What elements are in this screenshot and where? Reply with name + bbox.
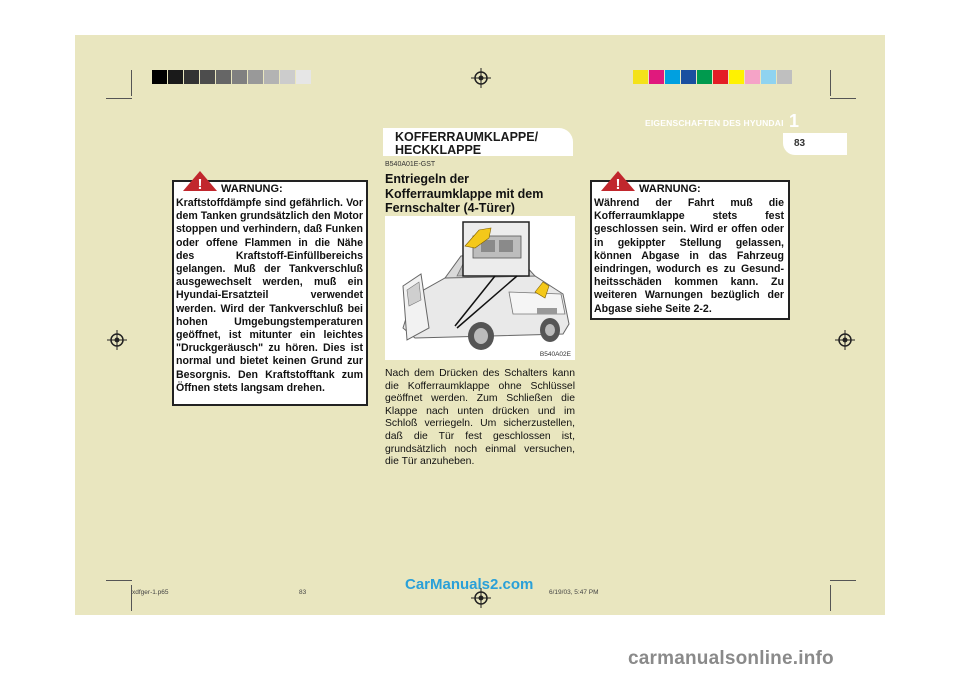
registration-mark-icon [835,330,855,350]
registration-mark-icon [471,68,491,88]
calibration-swatch [665,70,680,84]
page-title: KOFFERRAUMKLAPPE/ HECKKLAPPE [395,130,539,157]
calibration-swatch [184,70,199,84]
section-body: Nach dem Drücken des Schalters kann die Kofferraumklappe ohne Schlüssel geöffnet werden. Zum Schließen die Klappe nach unten drücken und im Schloß verriegeln. Um sicherzustellen, daß die Tür fest geschlossen ist, grundsätzlich noch einmal versuchen, die Tür anzuheben. [385,368,575,468]
warning-body: Kraftstoffdämpfe sind gefährlich. Vor dem Tanken grundsätzlich den Motor stoppen und verhindern, daß Funken oder offene Flammen in die Nähe des Kraftstoff-Einfüllbereichs gelangen. Muß der Tankverschluß ausgewechselt werden, muß ein Hyundai-Ersatzteil verwendet werden. Wird der Tankverschluß bei hohen Umgebungstemperaturen geöffnet, ist mitunter ein leichtes "Druckgeräusch" zu hören. Dies ist normal und bietet keinen Grund zur Besorgnis. Den Kraftstofftank zum Öffnen stets langsam drehen. [176,197,363,394]
calibration-swatch [633,70,648,84]
calibration-swatch [729,70,744,84]
warning-body: Während der Fahrt muß die Kofferraumklappe stets fest geschlossen sein. Wird er offen oder in gekippter Stellung gelassen, können Abgase in das Fahrzeug eindringen, wodurch es zu Gesund-heitsschäden kommen kann. Zu weiteren Warnungen bezüglich der Abgase siehe Seite 2-2. [594,197,784,315]
warning-icon [601,171,635,191]
warning-title: WARNUNG: [221,183,283,195]
section-label: EIGENSCHAFTEN DES HYUNDAI [645,118,784,128]
calibration-swatch [168,70,183,84]
registration-mark-icon [107,330,127,350]
calibration-swatch [649,70,664,84]
section-number: 1 [789,111,800,131]
calibration-swatch [296,70,311,84]
section-title: Entriegeln der Kofferraumklappe mit dem Fernschalter (4-Türer) [385,172,544,215]
warning-icon [183,171,217,191]
page-number: 83 [794,138,806,149]
svg-text:!: ! [615,176,621,191]
calibration-swatch [761,70,776,84]
calibration-swatch [232,70,247,84]
footer-page: 83 [299,589,307,596]
calibration-swatch [280,70,295,84]
calibration-swatch [248,70,263,84]
footer-date: 6/19/03, 5:47 PM [549,589,599,596]
trunk-illustration [385,216,575,360]
calibration-swatch [152,70,167,84]
calibration-swatch [777,70,792,84]
calibration-swatch [713,70,728,84]
svg-text:!: ! [197,176,203,191]
car-trunk-illustration [385,216,575,360]
gray-calibration-bar [152,70,312,84]
section-code: B540A01E-GST [385,161,436,168]
warning-title: WARNUNG: [639,183,701,195]
footer-file: xdfger-1.p65 [132,589,169,596]
page-number-box [783,133,847,155]
color-calibration-bar [633,70,793,84]
watermark-carmanualsonline: carmanualsonline.info [628,648,834,669]
watermark-carmanuals2: CarManuals2.com [405,576,534,593]
calibration-swatch [745,70,760,84]
calibration-swatch [216,70,231,84]
calibration-swatch [681,70,696,84]
calibration-swatch [200,70,215,84]
image-caption: B540A02E [539,351,571,358]
calibration-swatch [264,70,279,84]
calibration-swatch [697,70,712,84]
